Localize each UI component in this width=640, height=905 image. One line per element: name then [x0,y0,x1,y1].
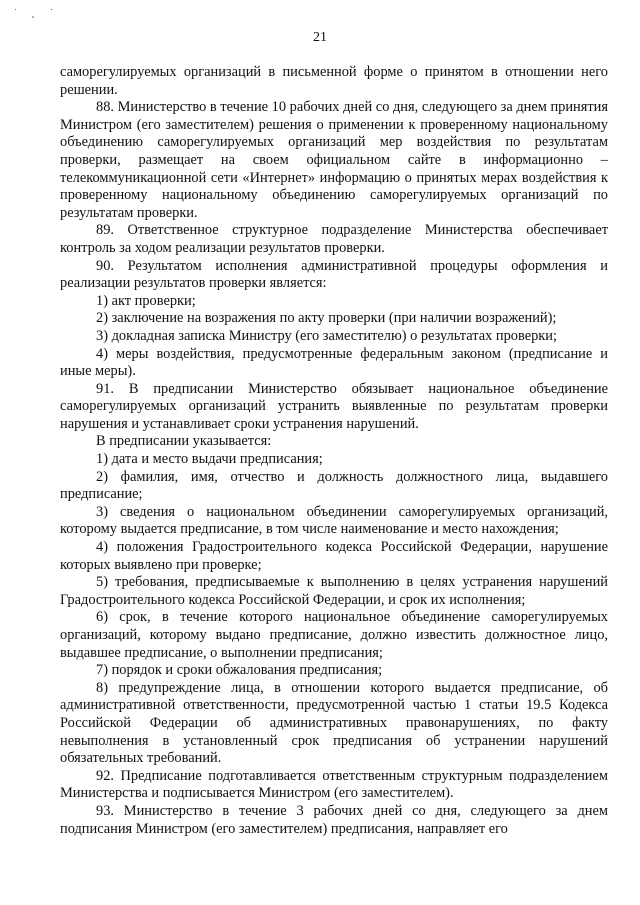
scan-specks: ˙ ˛ ˙ [14,8,59,19]
list-item-91-1: 1) дата и место выдачи предписания; [96,451,323,468]
list-item-91-4: 4) положения Градостроительного кодекса Российской Федерации, нарушение которых выявлено при проверке; [60,539,608,573]
paragraph-90: 90. Результатом исполнения административной процедуры оформления и реализации результатов проверки является: [60,257,608,292]
list-item-90-4: 4) меры воздействия, предусмотренные федеральным законом (предписание и иные меры). [60,345,608,380]
paragraph-88: 88. Министерство в течение 10 рабочих дней со дня, следующего за днем принятия Министром (его заместителем) решения о применении к проверенному национальному объединению саморегулируемых организаций мер воздействия по результатам проверки, размещает на своем официальном сайте в информационно – телекоммуникационной сети «Интернет» информацию о принятых мерах воздействия к проверенному национальному объединению саморегулируемых организаций по результатам проверки. [60,99,608,221]
list-item-90-3: 3) докладная записка Министру (его заместителю) о результатах проверки; [96,327,557,344]
paragraph-91-intro: В предписании указывается: [96,433,272,450]
paragraph-92: 92. Предписание подготавливается ответственным структурным подразделением Министерства и подписывается Министром (его заместителем). [60,767,608,802]
paragraph-continuation: саморегулируемых организаций в письменной форме о принятом в отношении него решении. [60,64,608,98]
document-body [60,64,608,838]
paragraph-93: 93. Министерство в течение 3 рабочих дней со дня, следующего за днем подписания Министром (его заместителем) предписания, направляет его [60,802,608,837]
list-item-90-2: 2) заключение на возражения по акту проверки (при наличии возражений); [96,310,557,327]
list-item-91-3: 3) сведения о национальном объединении саморегулируемых организаций, которому выдается предписание, в том числе наименование и место нахождения; [60,503,608,538]
list-item-91-6: 6) срок, в течение которого национальное объединение саморегулируемых организаций, которому выдано предписание, должно известить должностное лицо, выдавшее предписание, о выполнении предписания; [60,609,608,661]
list-item-91-8: 8) предупреждение лица, в отношении которого выдается предписание, об административной ответственности, предусмотренной частью 1 статьи 19.5 Кодекса Российской Федерации об административных правонарушениях, по факту невыполнения в установленный срок предписания об устранении нарушений обязательных требований. [60,679,608,767]
page-number: 21 [313,30,327,45]
list-item-91-7: 7) порядок и сроки обжалования предписания; [96,662,383,679]
paragraph-89: 89. Ответственное структурное подразделение Министерства обеспечивает контроль за ходом реализации результатов проверки. [60,222,608,256]
list-item-91-2: 2) фамилия, имя, отчество и должность должностного лица, выдавшего предписание; [60,468,608,503]
list-item-91-5: 5) требования, предписываемые к выполнению в целях устранения нарушений Градостроительного кодекса Российской Федерации, и срок их исполнения; [60,574,608,608]
list-item-90-1: 1) акт проверки; [96,292,196,309]
paragraph-91: 91. В предписании Министерство обязывает национальное объединение саморегулируемых организаций устранить выявленные по результатам проверки нарушения и устанавливает сроки устранения нарушений. [60,380,608,432]
